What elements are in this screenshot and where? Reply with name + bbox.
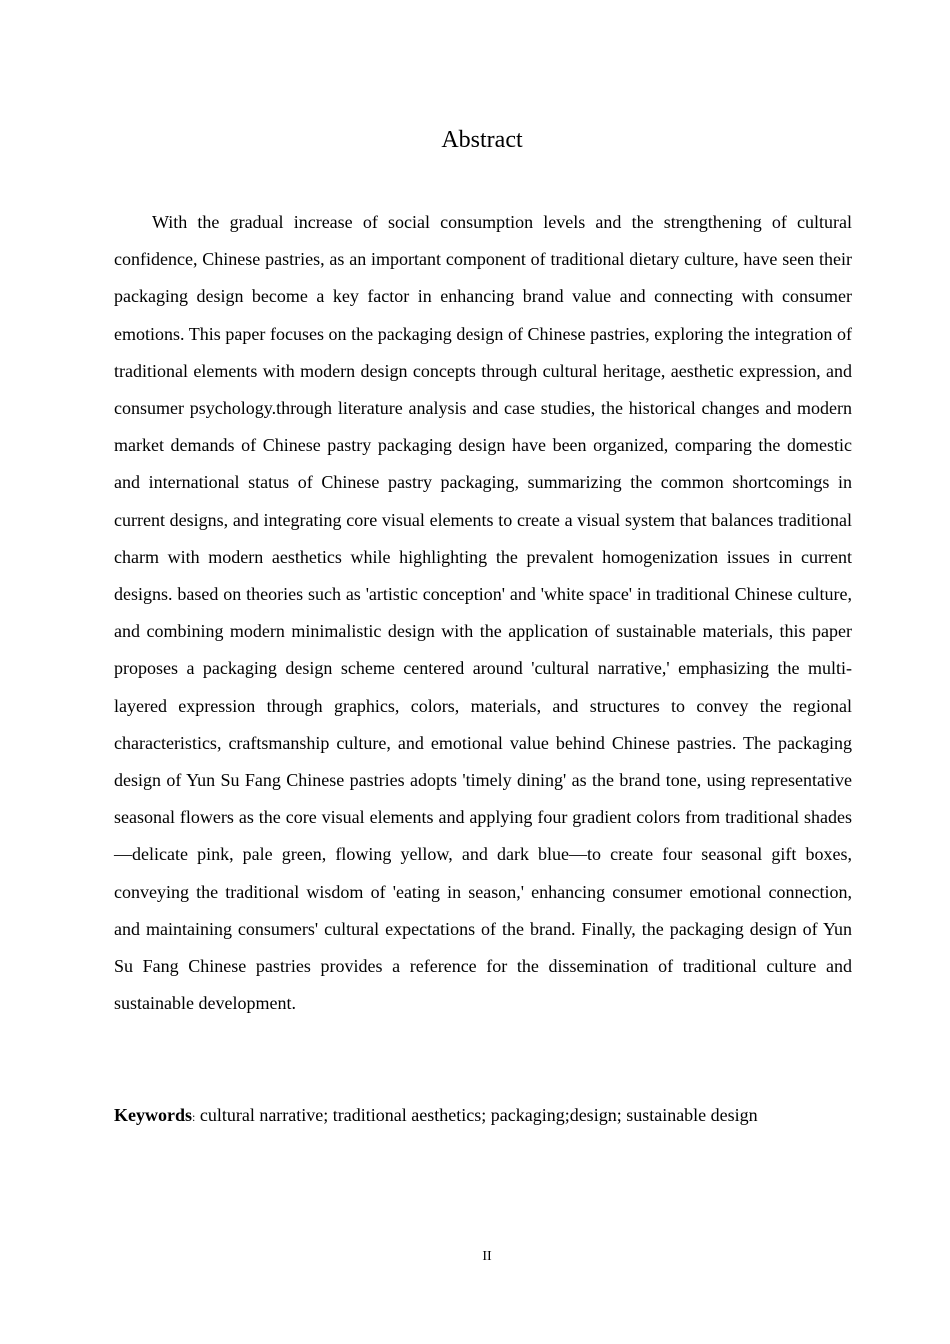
keywords-list: cultural narrative; traditional aesthetics; packaging;design; sustainable design bbox=[195, 1105, 758, 1125]
abstract-body: With the gradual increase of social consumption levels and the strengthening of cultural confidence, Chinese pastries, as an important component of traditional dietary culture, have seen their packaging design become a key factor in enhancing brand value and connecting with consumer emotions. This paper focuses on the packaging design of Chinese pastries, exploring the integration of traditional elements with modern design concepts through cultural heritage, aesthetic expression, and consumer psychology.through literature analysis and case studies, the historical changes and modern market demands of Chinese pastry packaging design have been organized, comparing the domestic and international status of Chinese pastry packaging, summarizing the common shortcomings in current designs, and integrating core visual elements to create a visual system that balances traditional charm with modern aesthetics while highlighting the prevalent homogenization issues in current designs. based on theories such as 'artistic conception' and 'white space' in traditional Chinese culture, and combining modern minimalistic design with the application of sustainable materials, this paper proposes a packaging design scheme centered around 'cultural narrative,' emphasizing the multi-layered expression through graphics, colors, materials, and structures to convey the regional characteristics, craftsmanship culture, and emotional value behind Chinese pastries. The packaging design of Yun Su Fang Chinese pastries adopts 'timely dining' as the brand tone, using representative seasonal flowers as the core visual elements and applying four gradient colors from traditional shades—delicate pink, pale green, flowing yellow, and dark blue—to create four seasonal gift boxes, conveying the traditional wisdom of 'eating in season,' enhancing consumer emotional connection, and maintaining consumers' cultural expectations of the brand. Finally, the packaging design of Yun Su Fang Chinese pastries provides a reference for the dissemination of traditional culture and sustainable development. bbox=[114, 212, 852, 1014]
page-number: II bbox=[482, 1249, 492, 1264]
abstract-title: Abstract bbox=[441, 127, 523, 153]
keywords-label: Keywords bbox=[114, 1105, 192, 1125]
keywords-line bbox=[114, 1097, 852, 1135]
keywords-colon: : bbox=[192, 1110, 196, 1124]
